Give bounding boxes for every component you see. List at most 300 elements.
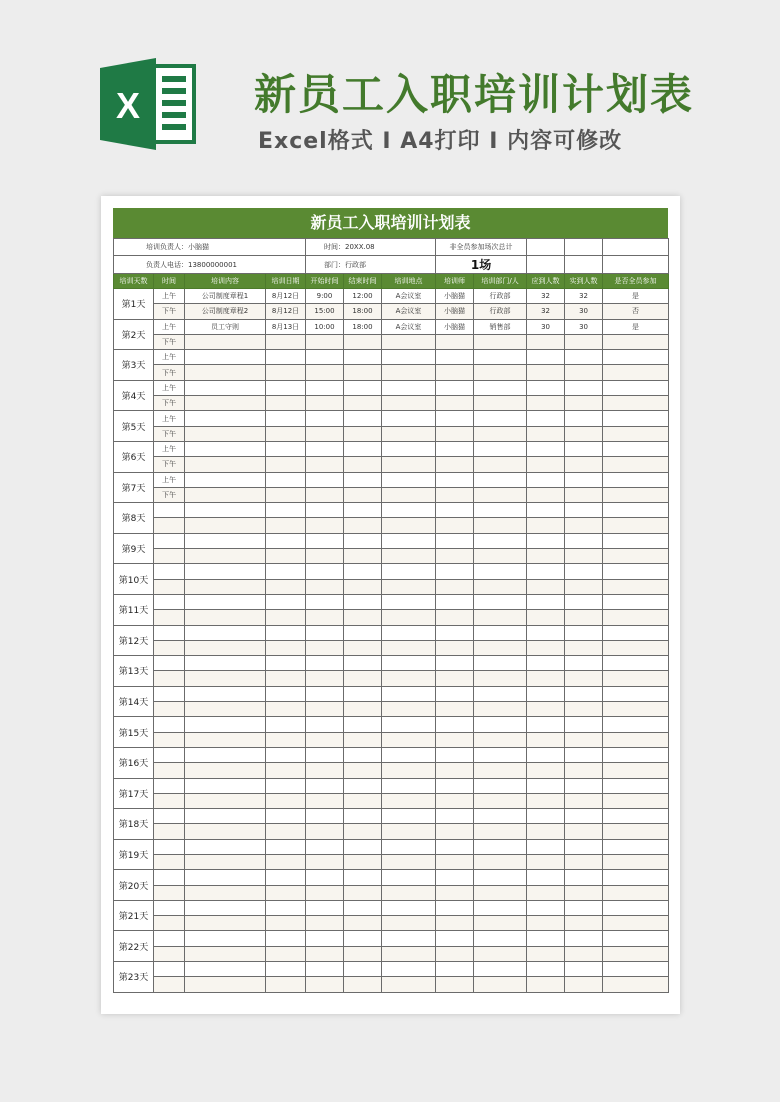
table-cell[interactable] xyxy=(565,931,603,946)
table-cell[interactable] xyxy=(185,503,266,518)
table-cell[interactable] xyxy=(306,717,344,732)
table-cell[interactable] xyxy=(603,671,669,686)
table-cell[interactable] xyxy=(382,671,436,686)
table-cell[interactable] xyxy=(266,533,306,548)
table-cell[interactable] xyxy=(603,931,669,946)
table-cell[interactable] xyxy=(266,839,306,854)
table-cell[interactable] xyxy=(436,870,474,885)
table-cell[interactable] xyxy=(565,962,603,977)
table-cell[interactable] xyxy=(382,702,436,717)
table-cell[interactable] xyxy=(344,702,382,717)
table-cell[interactable] xyxy=(527,594,565,609)
table-cell[interactable] xyxy=(185,365,266,380)
table-cell[interactable] xyxy=(306,441,344,456)
table-cell[interactable] xyxy=(474,365,527,380)
table-cell[interactable] xyxy=(344,916,382,931)
table-cell[interactable] xyxy=(527,809,565,824)
table-cell[interactable] xyxy=(382,640,436,655)
table-cell[interactable] xyxy=(306,931,344,946)
table-cell[interactable] xyxy=(565,717,603,732)
table-cell[interactable] xyxy=(266,487,306,502)
table-cell[interactable]: 公司制度章程2 xyxy=(185,304,266,319)
table-cell[interactable] xyxy=(306,671,344,686)
table-cell[interactable] xyxy=(185,640,266,655)
table-cell[interactable] xyxy=(603,441,669,456)
table-cell[interactable] xyxy=(474,426,527,441)
table-cell[interactable] xyxy=(344,717,382,732)
table-cell[interactable] xyxy=(306,977,344,992)
table-cell[interactable] xyxy=(527,962,565,977)
table-cell[interactable] xyxy=(474,732,527,747)
table-cell[interactable] xyxy=(603,487,669,502)
table-cell[interactable] xyxy=(306,625,344,640)
table-cell[interactable] xyxy=(603,640,669,655)
table-cell[interactable] xyxy=(185,564,266,579)
table-cell[interactable] xyxy=(306,763,344,778)
table-cell[interactable] xyxy=(603,334,669,349)
table-cell[interactable] xyxy=(185,579,266,594)
table-cell[interactable] xyxy=(603,793,669,808)
table-cell[interactable] xyxy=(527,686,565,701)
table-cell[interactable] xyxy=(565,671,603,686)
table-cell[interactable] xyxy=(527,717,565,732)
table-cell[interactable] xyxy=(185,977,266,992)
table-cell[interactable] xyxy=(565,411,603,426)
table-cell[interactable]: 小脑猫 xyxy=(436,319,474,334)
table-cell[interactable] xyxy=(382,793,436,808)
table-cell[interactable] xyxy=(436,441,474,456)
table-cell[interactable] xyxy=(344,472,382,487)
table-cell[interactable] xyxy=(436,686,474,701)
table-cell[interactable] xyxy=(603,365,669,380)
table-cell[interactable] xyxy=(266,334,306,349)
table-cell[interactable] xyxy=(436,885,474,900)
table-cell[interactable] xyxy=(266,763,306,778)
table-cell[interactable]: 小脑猫 xyxy=(436,304,474,319)
table-cell[interactable] xyxy=(185,656,266,671)
table-cell[interactable] xyxy=(603,870,669,885)
table-cell[interactable] xyxy=(527,579,565,594)
table-cell[interactable] xyxy=(185,763,266,778)
table-cell[interactable] xyxy=(565,533,603,548)
table-cell[interactable] xyxy=(344,564,382,579)
table-cell[interactable] xyxy=(185,686,266,701)
table-cell[interactable] xyxy=(185,747,266,762)
table-cell[interactable] xyxy=(603,426,669,441)
table-cell[interactable] xyxy=(527,564,565,579)
table-cell[interactable] xyxy=(474,962,527,977)
table-cell[interactable] xyxy=(565,809,603,824)
table-cell[interactable] xyxy=(603,763,669,778)
table-cell[interactable] xyxy=(306,472,344,487)
table-cell[interactable] xyxy=(344,732,382,747)
table-cell[interactable] xyxy=(344,426,382,441)
table-cell[interactable] xyxy=(474,487,527,502)
table-cell[interactable] xyxy=(436,732,474,747)
table-cell[interactable] xyxy=(527,671,565,686)
table-cell[interactable] xyxy=(306,334,344,349)
table-cell[interactable] xyxy=(474,763,527,778)
table-cell[interactable] xyxy=(603,809,669,824)
table-cell[interactable] xyxy=(266,931,306,946)
table-cell[interactable] xyxy=(306,411,344,426)
table-cell[interactable] xyxy=(603,594,669,609)
table-cell[interactable] xyxy=(344,487,382,502)
table-cell[interactable] xyxy=(382,334,436,349)
table-cell[interactable] xyxy=(382,824,436,839)
table-cell[interactable] xyxy=(527,931,565,946)
table-cell[interactable] xyxy=(306,870,344,885)
table-cell[interactable] xyxy=(266,472,306,487)
table-cell[interactable] xyxy=(382,839,436,854)
table-cell[interactable]: 是 xyxy=(603,289,669,304)
table-cell[interactable] xyxy=(436,671,474,686)
table-cell[interactable] xyxy=(382,717,436,732)
table-cell[interactable] xyxy=(436,594,474,609)
table-cell[interactable] xyxy=(603,625,669,640)
table-cell[interactable] xyxy=(565,549,603,564)
table-cell[interactable] xyxy=(603,411,669,426)
table-cell[interactable]: A会议室 xyxy=(382,319,436,334)
table-cell[interactable] xyxy=(306,518,344,533)
table-cell[interactable] xyxy=(474,931,527,946)
table-cell[interactable] xyxy=(436,365,474,380)
table-cell[interactable] xyxy=(306,824,344,839)
table-cell[interactable] xyxy=(565,885,603,900)
table-cell[interactable] xyxy=(185,441,266,456)
table-cell[interactable] xyxy=(474,977,527,992)
table-cell[interactable] xyxy=(436,962,474,977)
table-cell[interactable] xyxy=(527,916,565,931)
table-cell[interactable] xyxy=(266,625,306,640)
table-cell[interactable] xyxy=(306,487,344,502)
table-cell[interactable] xyxy=(565,564,603,579)
table-cell[interactable] xyxy=(474,503,527,518)
table-cell[interactable] xyxy=(266,503,306,518)
table-cell[interactable]: A会议室 xyxy=(382,304,436,319)
table-cell[interactable] xyxy=(527,793,565,808)
table-cell[interactable] xyxy=(185,350,266,365)
table-cell[interactable] xyxy=(565,380,603,395)
table-cell[interactable] xyxy=(436,793,474,808)
table-cell[interactable] xyxy=(527,702,565,717)
table-cell[interactable] xyxy=(185,962,266,977)
table-cell[interactable] xyxy=(436,717,474,732)
table-cell[interactable] xyxy=(185,625,266,640)
table-cell[interactable] xyxy=(266,824,306,839)
table-cell[interactable] xyxy=(474,916,527,931)
table-cell[interactable] xyxy=(603,885,669,900)
table-cell[interactable] xyxy=(474,549,527,564)
table-cell[interactable] xyxy=(436,426,474,441)
table-cell[interactable]: 8月13日 xyxy=(266,319,306,334)
table-cell[interactable] xyxy=(474,854,527,869)
table-cell[interactable] xyxy=(527,854,565,869)
table-cell[interactable] xyxy=(474,824,527,839)
table-cell[interactable] xyxy=(474,457,527,472)
table-cell[interactable] xyxy=(603,610,669,625)
table-cell[interactable] xyxy=(185,533,266,548)
table-cell[interactable] xyxy=(382,962,436,977)
table-cell[interactable] xyxy=(527,472,565,487)
table-cell[interactable] xyxy=(474,625,527,640)
table-cell[interactable] xyxy=(344,946,382,961)
table-cell[interactable] xyxy=(565,824,603,839)
table-cell[interactable] xyxy=(565,365,603,380)
table-cell[interactable] xyxy=(344,594,382,609)
table-cell[interactable] xyxy=(474,870,527,885)
table-cell[interactable] xyxy=(306,503,344,518)
table-cell[interactable] xyxy=(185,870,266,885)
table-cell[interactable] xyxy=(266,610,306,625)
table-cell[interactable] xyxy=(527,334,565,349)
table-cell[interactable] xyxy=(527,426,565,441)
table-cell[interactable] xyxy=(185,809,266,824)
table-cell[interactable] xyxy=(527,518,565,533)
table-cell[interactable] xyxy=(436,472,474,487)
table-cell[interactable] xyxy=(185,472,266,487)
table-cell[interactable] xyxy=(474,717,527,732)
table-cell[interactable] xyxy=(603,824,669,839)
table-cell[interactable] xyxy=(306,350,344,365)
table-cell[interactable] xyxy=(382,656,436,671)
table-cell[interactable] xyxy=(474,334,527,349)
table-cell[interactable] xyxy=(603,380,669,395)
table-cell[interactable] xyxy=(382,778,436,793)
table-cell[interactable] xyxy=(436,518,474,533)
table-cell[interactable] xyxy=(185,824,266,839)
table-cell[interactable] xyxy=(436,809,474,824)
table-cell[interactable] xyxy=(565,503,603,518)
table-cell[interactable] xyxy=(603,916,669,931)
table-cell[interactable] xyxy=(382,350,436,365)
table-cell[interactable] xyxy=(266,747,306,762)
table-cell[interactable] xyxy=(436,763,474,778)
table-cell[interactable] xyxy=(474,946,527,961)
table-cell[interactable] xyxy=(306,809,344,824)
table-cell[interactable]: 行政部 xyxy=(474,304,527,319)
table-cell[interactable] xyxy=(565,793,603,808)
table-cell[interactable] xyxy=(527,396,565,411)
table-cell[interactable] xyxy=(266,457,306,472)
table-cell[interactable] xyxy=(603,350,669,365)
table-cell[interactable] xyxy=(382,503,436,518)
table-cell[interactable] xyxy=(436,640,474,655)
table-cell[interactable] xyxy=(527,457,565,472)
table-cell[interactable] xyxy=(474,564,527,579)
table-cell[interactable]: 否 xyxy=(603,304,669,319)
table-cell[interactable] xyxy=(474,839,527,854)
table-cell[interactable] xyxy=(266,916,306,931)
table-cell[interactable] xyxy=(344,885,382,900)
table-cell[interactable] xyxy=(436,549,474,564)
table-cell[interactable] xyxy=(344,656,382,671)
table-cell[interactable] xyxy=(185,487,266,502)
table-cell[interactable] xyxy=(266,702,306,717)
table-cell[interactable] xyxy=(344,931,382,946)
table-cell[interactable] xyxy=(436,900,474,915)
table-cell[interactable] xyxy=(436,610,474,625)
table-cell[interactable] xyxy=(474,671,527,686)
table-cell[interactable] xyxy=(306,610,344,625)
table-cell[interactable] xyxy=(306,579,344,594)
table-cell[interactable] xyxy=(527,778,565,793)
table-cell[interactable] xyxy=(344,763,382,778)
table-cell[interactable] xyxy=(436,487,474,502)
table-cell[interactable] xyxy=(474,702,527,717)
table-cell[interactable] xyxy=(382,426,436,441)
table-cell[interactable] xyxy=(565,396,603,411)
table-cell[interactable] xyxy=(266,962,306,977)
table-cell[interactable] xyxy=(382,686,436,701)
table-cell[interactable] xyxy=(306,854,344,869)
table-cell[interactable] xyxy=(382,931,436,946)
table-cell[interactable] xyxy=(266,732,306,747)
table-cell[interactable] xyxy=(306,457,344,472)
table-cell[interactable] xyxy=(603,702,669,717)
table-cell[interactable] xyxy=(565,487,603,502)
table-cell[interactable] xyxy=(603,518,669,533)
table-cell[interactable] xyxy=(474,594,527,609)
table-cell[interactable] xyxy=(344,900,382,915)
table-cell[interactable] xyxy=(306,380,344,395)
table-cell[interactable] xyxy=(436,916,474,931)
table-cell[interactable] xyxy=(344,625,382,640)
table-cell[interactable]: 9:00 xyxy=(306,289,344,304)
table-cell[interactable] xyxy=(565,594,603,609)
table-cell[interactable] xyxy=(436,931,474,946)
table-cell[interactable] xyxy=(344,518,382,533)
table-cell[interactable] xyxy=(266,426,306,441)
table-cell[interactable] xyxy=(344,870,382,885)
table-cell[interactable] xyxy=(266,809,306,824)
table-cell[interactable] xyxy=(266,441,306,456)
table-cell[interactable] xyxy=(474,885,527,900)
table-cell[interactable] xyxy=(306,747,344,762)
table-cell[interactable] xyxy=(474,747,527,762)
table-cell[interactable] xyxy=(266,411,306,426)
table-cell[interactable]: 30 xyxy=(565,319,603,334)
table-cell[interactable] xyxy=(185,594,266,609)
table-cell[interactable] xyxy=(565,854,603,869)
table-cell[interactable] xyxy=(382,854,436,869)
table-cell[interactable] xyxy=(474,472,527,487)
table-cell[interactable]: 8月12日 xyxy=(266,304,306,319)
table-cell[interactable] xyxy=(185,854,266,869)
table-cell[interactable]: 是 xyxy=(603,319,669,334)
table-cell[interactable] xyxy=(436,977,474,992)
table-cell[interactable] xyxy=(603,533,669,548)
table-cell[interactable]: 行政部 xyxy=(474,289,527,304)
table-cell[interactable] xyxy=(306,594,344,609)
table-cell[interactable] xyxy=(603,977,669,992)
table-cell[interactable] xyxy=(436,334,474,349)
table-cell[interactable] xyxy=(474,686,527,701)
table-cell[interactable] xyxy=(185,396,266,411)
table-cell[interactable] xyxy=(565,334,603,349)
table-cell[interactable] xyxy=(306,732,344,747)
table-cell[interactable] xyxy=(382,870,436,885)
table-cell[interactable] xyxy=(474,533,527,548)
table-cell[interactable] xyxy=(185,518,266,533)
table-cell[interactable] xyxy=(527,870,565,885)
table-cell[interactable] xyxy=(474,610,527,625)
table-cell[interactable] xyxy=(527,503,565,518)
table-cell[interactable] xyxy=(436,839,474,854)
table-cell[interactable] xyxy=(382,518,436,533)
table-cell[interactable] xyxy=(266,594,306,609)
table-cell[interactable] xyxy=(382,365,436,380)
table-cell[interactable] xyxy=(266,671,306,686)
table-cell[interactable] xyxy=(266,686,306,701)
table-cell[interactable] xyxy=(266,350,306,365)
table-cell[interactable] xyxy=(266,396,306,411)
table-cell[interactable] xyxy=(344,671,382,686)
table-cell[interactable] xyxy=(306,564,344,579)
table-cell[interactable] xyxy=(266,778,306,793)
table-cell[interactable] xyxy=(344,839,382,854)
table-cell[interactable] xyxy=(474,411,527,426)
table-cell[interactable] xyxy=(603,656,669,671)
table-cell[interactable] xyxy=(436,380,474,395)
table-cell[interactable] xyxy=(474,809,527,824)
table-cell[interactable] xyxy=(474,793,527,808)
table-cell[interactable] xyxy=(603,962,669,977)
table-cell[interactable] xyxy=(185,380,266,395)
table-cell[interactable] xyxy=(603,549,669,564)
table-cell[interactable] xyxy=(382,732,436,747)
table-cell[interactable]: 32 xyxy=(527,304,565,319)
table-cell[interactable] xyxy=(382,533,436,548)
table-cell[interactable]: 员工守则 xyxy=(185,319,266,334)
table-cell[interactable] xyxy=(266,579,306,594)
table-cell[interactable] xyxy=(474,441,527,456)
table-cell[interactable] xyxy=(565,579,603,594)
table-cell[interactable] xyxy=(344,977,382,992)
table-cell[interactable] xyxy=(344,809,382,824)
table-cell[interactable] xyxy=(344,380,382,395)
table-cell[interactable] xyxy=(474,900,527,915)
table-cell[interactable] xyxy=(436,656,474,671)
table-cell[interactable] xyxy=(185,793,266,808)
table-cell[interactable] xyxy=(185,457,266,472)
table-cell[interactable] xyxy=(565,839,603,854)
table-cell[interactable] xyxy=(344,411,382,426)
table-cell[interactable] xyxy=(565,350,603,365)
table-cell[interactable] xyxy=(306,533,344,548)
table-cell[interactable] xyxy=(565,472,603,487)
table-cell[interactable] xyxy=(382,625,436,640)
table-cell[interactable] xyxy=(436,854,474,869)
table-cell[interactable]: 8月12日 xyxy=(266,289,306,304)
table-cell[interactable] xyxy=(527,900,565,915)
table-cell[interactable] xyxy=(306,426,344,441)
table-cell[interactable] xyxy=(382,809,436,824)
table-cell[interactable] xyxy=(306,778,344,793)
table-cell[interactable] xyxy=(436,625,474,640)
table-cell[interactable] xyxy=(527,441,565,456)
table-cell[interactable] xyxy=(382,564,436,579)
table-cell[interactable]: 32 xyxy=(527,289,565,304)
table-cell[interactable] xyxy=(185,671,266,686)
table-cell[interactable] xyxy=(382,441,436,456)
table-cell[interactable] xyxy=(344,441,382,456)
table-cell[interactable] xyxy=(436,579,474,594)
table-cell[interactable] xyxy=(436,747,474,762)
table-cell[interactable] xyxy=(306,686,344,701)
table-cell[interactable] xyxy=(344,350,382,365)
table-cell[interactable]: 18:00 xyxy=(344,304,382,319)
